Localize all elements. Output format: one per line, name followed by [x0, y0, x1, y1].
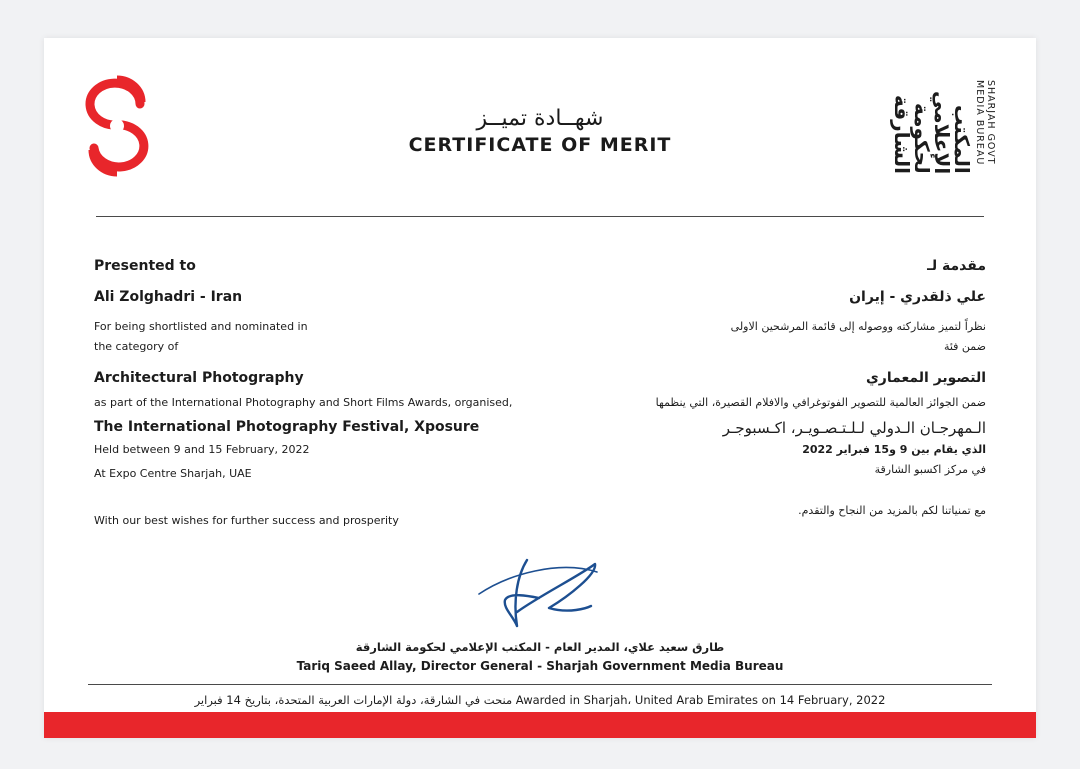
reason-line-2: the category of [94, 340, 179, 353]
media-bureau-logo [890, 78, 996, 174]
bureau-english-name [974, 80, 996, 172]
presented-to-label: Presented to [94, 258, 196, 274]
held-dates-ar: الذي يقام بين 9 و15 فبراير 2022 [802, 443, 986, 456]
awarded-line: منحت في الشارقة، دولة الإمارات العربية المتحدة، بتاريخ 14 فبراير Awarded in Sharjah، United Arab Emirates on 14 February, 2022 [194, 693, 886, 707]
part-of-text: as part of the International Photography and Short Films Awards, organised, [94, 396, 513, 409]
certificate-title [44, 106, 1036, 156]
top-divider [96, 216, 984, 217]
best-wishes: With our best wishes for further success and prosperity [94, 514, 399, 527]
recipient-name: Ali Zolghadri - Iran [94, 289, 243, 305]
signer-arabic: طارق سعيد علاي، المدير العام - المكتب الإعلامي لحكومة الشارقة [355, 640, 725, 654]
title-english: CERTIFICATE OF MERIT [408, 134, 672, 156]
festival-name-ar: الـمهرجـان الـدولي لـلـتـصـويـر، اكـسبوجـر [722, 419, 986, 437]
held-dates: Held between 9 and 15 February, 2022 [94, 443, 310, 456]
reason-line-1-ar: نظراً لتميز مشاركته ووصوله إلى قائمة المرشحين الاولى [730, 320, 986, 333]
bureau-arabic-calligraphy: المكتب الإعلامي لحكومة الشارقة [890, 90, 974, 174]
footer-red-bar [44, 712, 1036, 738]
recipient-name-ar: علي ذلقدري - إيران [849, 289, 986, 305]
venue: At Expo Centre Sharjah, UAE [94, 467, 252, 480]
signature [469, 556, 599, 631]
part-of-text-ar: ضمن الجوائز العالمية للتصوير الفوتوغرافي والافلام القصيرة، التي ينظمها [655, 396, 986, 409]
certificate [44, 38, 1036, 738]
reason-line-2-ar: ضمن فئة [943, 340, 986, 353]
bureau-en-line2: MEDIA BUREAU [974, 80, 985, 166]
best-wishes-ar: مع تمنياتنا لكم بالمزيد من النجاح والتقدم. [798, 504, 986, 517]
award-category-ar: التصوير المعماري [865, 370, 986, 386]
presented-to-label-ar: مقدمة لـ [927, 258, 986, 274]
festival-name: The International Photography Festival, Xposure [94, 419, 480, 435]
bureau-en-line1: SHARJAH GOVT [985, 80, 996, 165]
bottom-divider [88, 684, 992, 685]
award-category: Architectural Photography [94, 370, 304, 386]
signer-english: Tariq Saeed Allay, Director General - Sharjah Government Media Bureau [296, 659, 784, 673]
title-arabic: شهــادة تميــز [476, 106, 604, 131]
venue-ar: في مركز اكسبو الشارقة [874, 463, 986, 476]
reason-line-1: For being shortlisted and nominated in [94, 320, 308, 333]
